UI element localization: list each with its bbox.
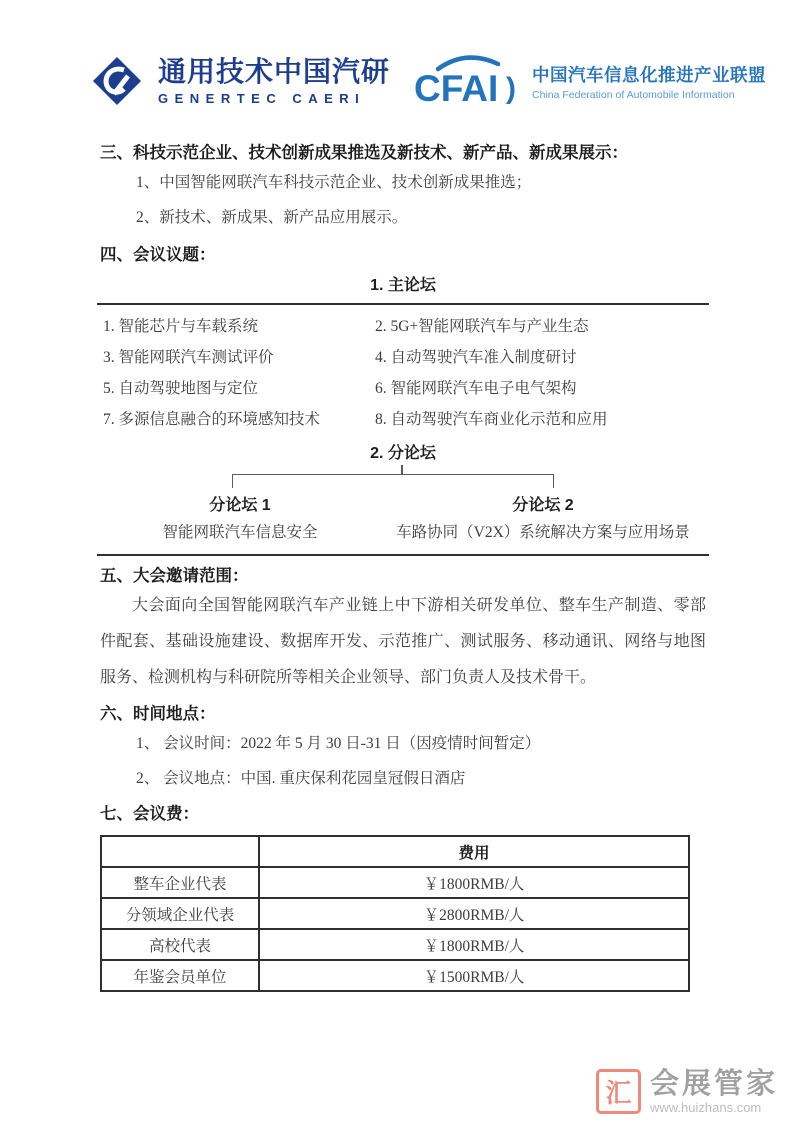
fee-value: ￥1800RMB/人	[259, 929, 689, 960]
sub-forum2-topic: 车路协同（V2X）系统解决方案与应用场景	[396, 524, 690, 541]
list-item: 1、中国智能网联汽车科技示范企业、技术创新成果推选；	[136, 174, 532, 191]
table-header-row	[101, 836, 689, 867]
section6-heading: 六、时间地点：	[100, 705, 216, 723]
fee-header-cost: 费用	[259, 836, 689, 867]
main-forum-topics	[100, 305, 706, 443]
cfai-abbr-text: CFAI	[414, 68, 499, 109]
sub-forum-topics	[100, 518, 706, 548]
section3-list	[136, 165, 706, 235]
table-row	[101, 929, 689, 960]
huizhans-logo-icon: 汇	[596, 1069, 641, 1114]
fee-table	[100, 835, 690, 992]
cfai-logo-text	[532, 62, 766, 101]
cfai-paren-text: )	[506, 72, 517, 105]
connector-stem	[401, 465, 403, 474]
forum-topic: 4. 自动驾驶汽车准入制度研讨	[375, 349, 577, 366]
genertec-caeri-logo	[86, 50, 390, 112]
sub-forum1-topic: 智能网联汽车信息安全	[162, 524, 318, 541]
connector-bracket	[232, 474, 554, 487]
section5-heading: 五、大会邀请范围：	[100, 567, 249, 585]
list-item: 1、 会议时间：2022 年 5 月 30 日-31 日（因疫情时间暂定）	[136, 735, 541, 752]
cfai-cn-name: 中国汽车信息化推进产业联盟	[532, 64, 767, 85]
fee-value: ￥1800RMB/人	[259, 867, 689, 898]
forum-topic: 3. 智能网联汽车测试评价	[103, 349, 274, 366]
list-item: 2、新技术、新成果、新产品应用展示。	[136, 209, 408, 226]
forum-topic: 8. 自动驾驶汽车商业化示范和应用	[375, 411, 608, 428]
sub-forum-title: 2. 分论坛	[370, 445, 436, 462]
fee-value: ￥2800RMB/人	[259, 898, 689, 929]
cfai-en-name: China Federation of Automobile Information	[532, 88, 735, 101]
table-row	[101, 867, 689, 898]
table-row	[101, 960, 689, 991]
table-row	[101, 898, 689, 929]
fee-category: 分领域企业代表	[101, 898, 259, 929]
forum-topic: 1. 智能芯片与车载系统	[103, 318, 259, 335]
huizhans-watermark	[596, 1069, 778, 1115]
fee-category: 年鉴会员单位	[101, 960, 259, 991]
watermark-url-link[interactable]: www.huizhans.com	[649, 1100, 762, 1115]
genertec-en-name: GENERTEC CAERI	[158, 91, 366, 107]
section4-heading: 四、会议议题：	[100, 246, 216, 264]
main-forum-title: 1. 主论坛	[370, 277, 436, 294]
section5-paragraph: 大会面向全国智能网联汽车产业链上中下游相关研发单位、整车生产制造、零部件配套、基础设施建设、数据库开发、示范推广、测试服务、移动通讯、网络与地图服务、检测机构与科研院所等相关企业领导、部门负责人及技术骨干。	[100, 597, 706, 686]
sub-forum2-label: 分论坛 2	[512, 497, 574, 514]
divider	[97, 554, 709, 556]
document-body	[100, 141, 706, 992]
genertec-diamond-icon	[86, 50, 148, 112]
section6-list	[136, 726, 706, 796]
fee-value: ￥1500RMB/人	[259, 960, 689, 991]
section7-heading: 七、会议费：	[100, 805, 199, 823]
fee-category: 整车企业代表	[101, 867, 259, 898]
watermark-brand: 会展管家	[649, 1067, 778, 1100]
sub-forum-labels	[100, 494, 706, 518]
forum-topic: 2. 5G+智能网联汽车与产业生态	[375, 318, 589, 335]
forum-topic: 6. 智能网联汽车电子电气架构	[375, 380, 577, 397]
genertec-cn-name: 通用技术中国汽研	[158, 55, 391, 87]
sub-forum1-label: 分论坛 1	[209, 497, 271, 514]
header-logos	[86, 50, 766, 112]
watermark-text	[650, 1069, 778, 1115]
fee-category: 高校代表	[101, 929, 259, 960]
cfai-logo	[414, 52, 766, 110]
list-item: 2、 会议地点：中国. 重庆保利花园皇冠假日酒店	[136, 770, 466, 787]
forum-topic: 7. 多源信息融合的环境感知技术	[103, 411, 321, 428]
section3-heading: 三、科技示范企业、技术创新成果推选及新技术、新产品、新成果展示：	[100, 144, 628, 162]
fee-header-category	[101, 836, 259, 867]
genertec-logo-text	[158, 56, 390, 106]
forum-topic: 5. 自动驾驶地图与定位	[103, 380, 259, 397]
cfai-logo-mark	[414, 52, 524, 110]
